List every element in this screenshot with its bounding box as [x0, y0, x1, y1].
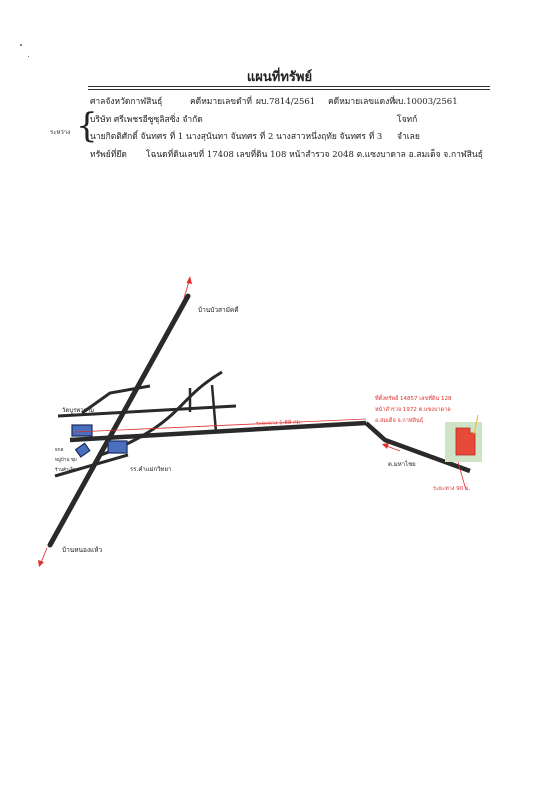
property-label: ทรัพย์ที่ยึด: [90, 150, 127, 160]
case-red-value: ผบ.10003/2561: [393, 97, 458, 107]
maha-arrowhead: [382, 443, 389, 449]
label-cs3: ร้านค้าเล็ก: [55, 468, 76, 473]
label-cs2: หมู่บ้าน ชุม: [55, 458, 77, 463]
label-cs1: ธกส.: [55, 448, 65, 453]
label-maha: ต.มหาไชย: [388, 461, 416, 468]
label-distance-2: ระยะทาง 90 ม.: [433, 486, 471, 492]
defendant-names: นายกิตติศักดิ์ จันทศร ที่ 1 นางสุนันทา จันทศร ที่ 2 นางสาวหนึ่งฤทัย จันทศร ที่ 3: [90, 132, 383, 142]
property-note-2: หน้าสำรวจ 1972 ต.แซงบาดาล: [375, 407, 451, 413]
court-name: ศาลจังหวัดกาฬสินธุ์: [90, 97, 163, 107]
label-north: บ้านบัวสามัคคี: [198, 306, 239, 314]
defendant-role: จำเลย: [397, 132, 420, 142]
label-south: บ้านหนองแห้ว: [62, 546, 103, 554]
case-red-label: คดีหมายเลขแดงที่: [328, 97, 395, 107]
label-distance-1: ระยะทาง 1.88 กม.: [255, 419, 302, 427]
plaintiff-name: บริษัท ศรีเพชรอีซูซุลิสซิ่ง จำกัด: [90, 115, 203, 125]
north-arrowhead: [187, 276, 193, 284]
case-black-label: คดีหมายเลขดำที่: [190, 97, 252, 107]
case-black-value: ผบ.7814/2561: [256, 97, 316, 107]
property-note-3: อ.สมเด็จ จ.กาฬสินธุ์: [375, 418, 424, 424]
building-shop: [76, 443, 90, 457]
label-temple: วัดบูรพาราม: [62, 407, 95, 414]
parties-brace: {: [76, 106, 98, 146]
building-temple: [72, 425, 92, 436]
property-value: โฉนดที่ดินเลขที่ 17408 เลขที่ดิน 108 หน้าสำรวจ 2048 ต.แซงบาดาล อ.สมเด็จ จ.กาฬสินธุ์: [146, 150, 483, 160]
south-arrowhead: [38, 560, 44, 567]
plaintiff-role: โจทก์: [397, 115, 418, 125]
parties-label: ระหว่าง: [50, 129, 71, 136]
property-note-1: ที่ตั้งทรัพย์ 14857 เลขที่ดิน 128: [375, 396, 452, 402]
label-school: รร.คำแม่กวิทยา: [130, 466, 172, 473]
page-title: แผนที่ทรัพย์: [246, 70, 313, 85]
building-school: [108, 441, 127, 453]
